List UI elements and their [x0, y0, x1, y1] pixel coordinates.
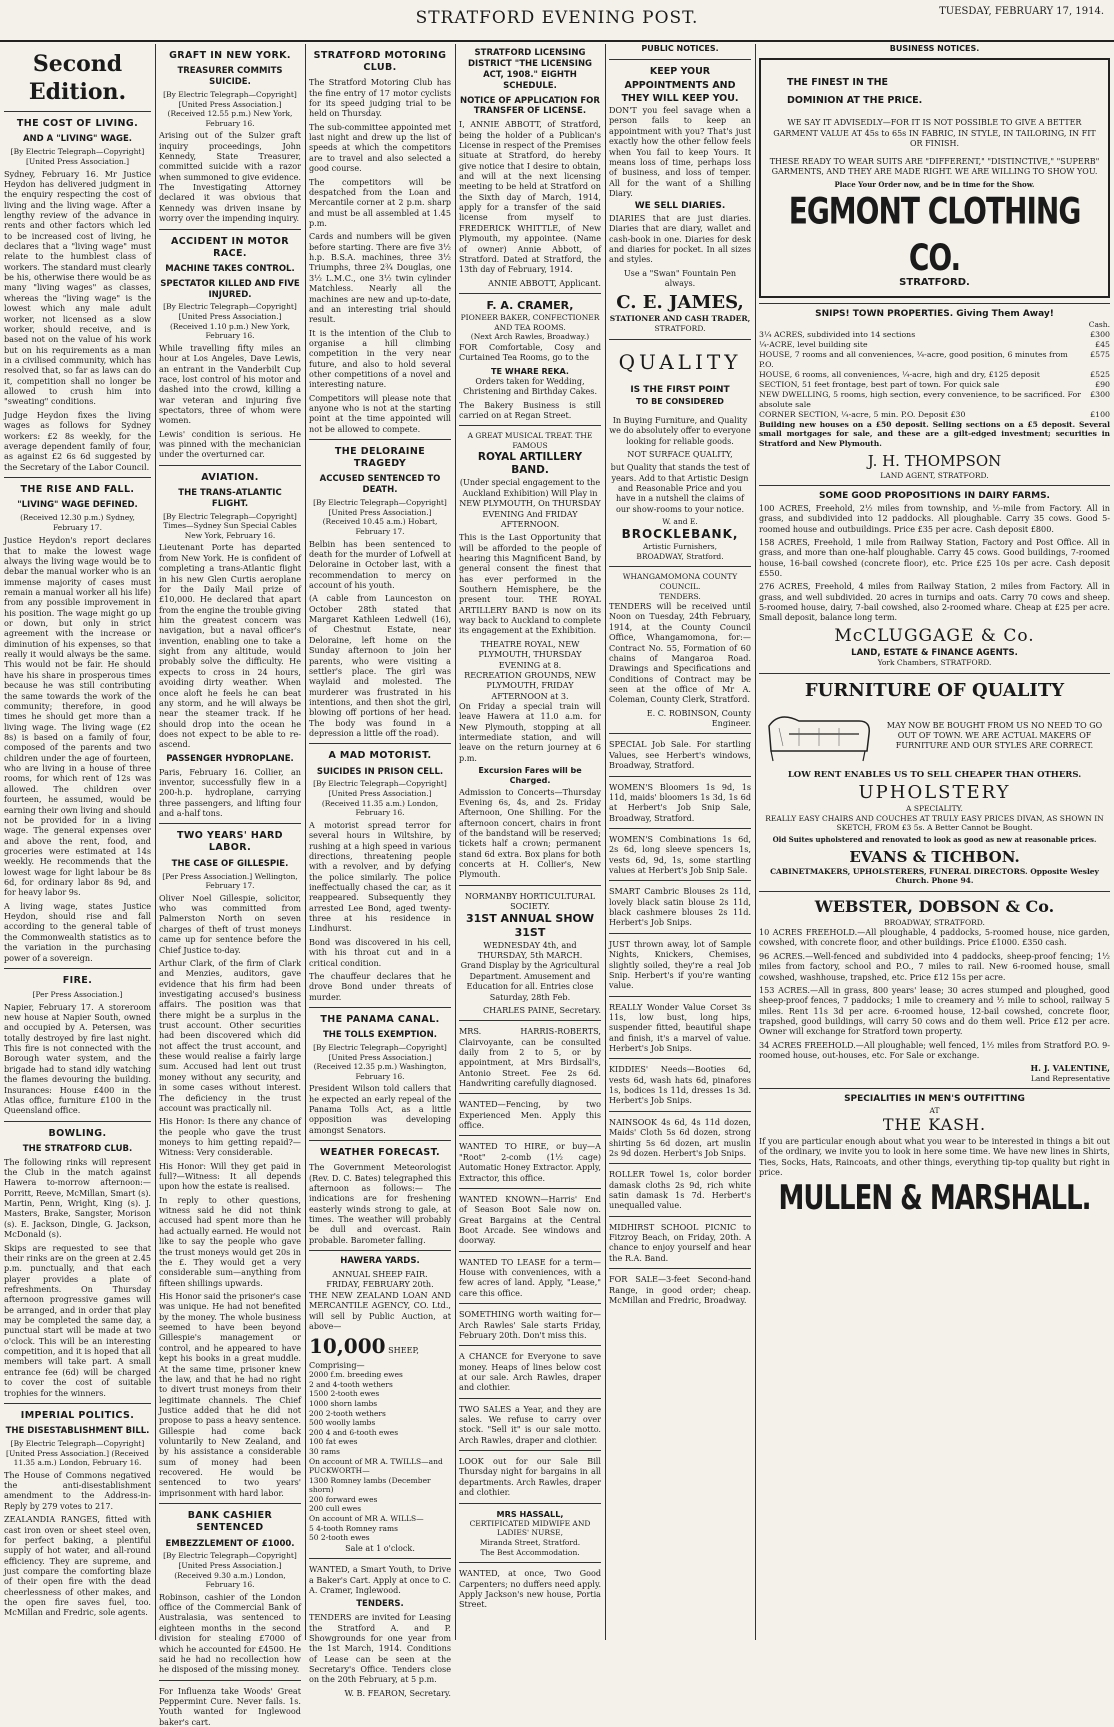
headline-rise-and-fall: THE RISE AND FALL. — [20, 483, 135, 495]
article-paragraph: His Honor said the prisoner's case was unique. He had not benefited by the money. The whole business seemed to have been beyond Gillespie's management or control, and he appeared to have kept his books in a great muddle. At the same time, prisoner knew the law, and that he had no right to divert trust moneys from their legitimate channels. The Chief Justice added that he did not propose to pass a heavy sentence. Gillespie had come back voluntarily to New Zealand, and by his assistance a considerable sum of money had been recovered. He would be sentenced to two years' imprisonment with hard labor. — [159, 1291, 301, 1498]
advertisement: In Buying Furniture, and Quality we do absolutely offer to everyone looking for reliable goods. — [609, 414, 751, 446]
advertisement: NOT SURFACE QUALITY, — [627, 449, 733, 460]
headline-weather: WEATHER FORECAST. — [319, 1147, 441, 1159]
headline-cost-of-living: THE COST OF LIVING. — [16, 118, 139, 130]
property-item — [759, 330, 1110, 340]
advertisement: REALLY EASY CHAIRS AND COUCHES AT TRULY EASY PRICES DIVAN, AS SHOWN IN SKETCH, FROM £3 5s. A Better Cannot be Bought. — [765, 813, 1104, 833]
sheep-list-item: 200 4 and 6-tooth ewes — [309, 1427, 399, 1437]
ad-heading: WE SELL DIARIES. — [634, 201, 726, 212]
classified-ad: JUST thrown away, lot of Sample Nights, Knickers, Chemises, slightly soiled, they're a real Job Snip. Herbert's if you're wanting value. — [609, 938, 751, 991]
subheadline: TREASURER COMMITS SUICIDE. — [177, 66, 283, 88]
section-heading: PUBLIC NOTICES. — [641, 44, 719, 53]
ad-subheading: WEDNESDAY 4th, and THURSDAY, 5th MARCH. — [477, 939, 583, 961]
article-paragraph: Arising out of the Sulzer graft inquiry proceedings, John Kennedy, State Treasurer, committed suicide with a razor when summoned to give evidence. The Investigating Attorney declared it was obvious that Kennedy was driven insane by worry over the impending inquiry. — [159, 130, 301, 224]
ad-subheading: FRIDAY, FEBRUARY 20th. — [326, 1279, 434, 1290]
classified-ad: NAINSOOK 4s 6d, 4s 11d dozen, Maids' Cloth 5s 6d dozen, strong shirting 5s 6d dozen, art muslin 2s 9d dozen. Herbert's Job Snips. — [609, 1116, 751, 1158]
ad-quality: QUALITY — [618, 349, 742, 374]
property-price: £575 — [1090, 349, 1110, 359]
classified-ad: WANTED—Fencing, by two Experienced Men. Apply this office. — [459, 1099, 601, 1131]
sheep-list-item: 1300 Romney lambs (December shorn) — [309, 1475, 431, 1495]
classified-ad: WANTED KNOWN—Harris' End of Season Boot Sale now on. Great Bargains at the Central Boot Arcade. See windows and doorway. — [459, 1193, 601, 1246]
subheadline: EMBEZZLEMENT OF £1000. — [165, 1538, 295, 1549]
sheep-list-item: On account of MR A. TWILLS—and PUCKWORTH— — [309, 1456, 443, 1476]
advertisement: ZEALANDIA RANGES, fitted with cast iron oven or sheet steel oven, for perfect baking, a plentiful supply of hot water, and all-round efficiency. They are supreme, and just compare the comforting blaze of their open fire with the dead cheerlessness of other makes, and the open fire saves fuel, too. McMillan and Fredric, sole agents. — [4, 1514, 151, 1618]
article-paragraph: Lewis' condition is serious. He was pinned with the mechanician under the overturned car. — [159, 428, 301, 460]
ad-subheading: PIONEER BAKER, CONFECTIONER AND TEA ROOMS. — [460, 313, 600, 332]
advertisement: Place Your Order now, and be in time for the Show. — [834, 179, 1035, 189]
ad-subheading: Land Representative — [1030, 1073, 1110, 1083]
classified-ad: WANTED TO LEASE for a term—House with conveniences, with a few acres of land. Apply, "Lease," care this office. — [459, 1256, 601, 1298]
property-price: £300 — [1090, 330, 1110, 340]
ad-subheading: STRATFORD. — [899, 277, 970, 289]
sheep-list-item: 2 and 4-tooth wethers — [309, 1379, 393, 1389]
article-paragraph: Cards and numbers will be given before starting. There are five 3½ h.p. B.S.A. machines, three 3½ Triumphs, three 2¾ Douglas, one 3½ L.M.C., one 3½ twin cylinder Matchless. Nearly all the machines are new and up-to-date, and an interesting trial should result. — [309, 231, 451, 325]
classified-ad: REALLY Wonder Value Corset 3s 11s, low bust, long hips, suspender fitted, beautiful shape and finish, it's a marvel of value. Herbert's Job Snips. — [609, 1001, 751, 1054]
notice-heading: STRATFORD LICENSING DISTRICT "THE LICENSING ACT, 1908." EIGHTH SCHEDULE. — [467, 48, 593, 91]
classified-ad: SOMETHING worth waiting for—Arch Rawles' Sale starts Friday, February 20th. Don't miss this. — [459, 1309, 601, 1340]
advertisement: LOW RENT ENABLES US TO SELL CHEAPER THAN OTHERS. — [787, 770, 1082, 781]
article-paragraph: A living wage, states Justice Heydon, should rise and fall according to the general table of the Commonwealth statistics as to the variation in the purchasing power of a sovereign. — [4, 900, 151, 963]
article-paragraph: Judge Heydon fixes the living wages as follows for Sydney workers: £2 8s weekly, for the average dependent family of four, as against £2 6s 6d suggested by the Secretary of the Labor Council. — [4, 409, 151, 472]
ad-subheading: CERTIFICATED MIDWIFE AND LADIES' NURSE, — [469, 1518, 591, 1538]
property-price: £90 — [1095, 379, 1110, 389]
classified-ad: WOMEN'S Combinations 1s 6d, 2s 6d, long sleeve spencers 1s, vests 6d, 9d, 1s, some startling values at Herbert's Job Snip Sale. — [609, 833, 751, 876]
farm-listing: 153 ACRES.—All in grass, 800 years' lease; 30 acres stumped and ploughed, good sheep-proof fences, 7 paddocks; 1 mile to creamery and ½ mile to school, railway 5 miles. Rent 11s 3d per acre. 6-roomed house, 12-bail cowshed, concrete floor, trapshed, good buildings, will carry 50 cows and do them well. Price £12 per acre. Owner will exchange for Stratford town property. — [759, 984, 1110, 1037]
ad-subheading: STRATFORD. — [654, 324, 706, 334]
ad-name-valentine: H. J. VALENTINE, — [1030, 1063, 1110, 1074]
advertisement: Use a "Swan" Fountain Pen always. — [623, 267, 737, 289]
column-1 — [4, 44, 151, 1640]
ad-name-brocklebank: BROCKLEBANK, — [621, 526, 739, 541]
article-paragraph: (A cable from Launceston on October 28th stated that Margaret Kathleen Ledwell (16), of Chestnut Estate, near Deloraine, left home on the Sunday afternoon to join her parents, who were visiting a settler's place. The girl was waylaid and molested. The murderer was frustrated in his intentions, and then shot the girl, blowing off portions of her head. The body was found in a depression a little off the road). — [309, 593, 451, 739]
section-heading: BUSINESS NOTICES. — [889, 44, 980, 53]
signature: E. C. ROBINSON, County Engineer. — [646, 707, 751, 729]
advertisement: (Under special engagement to the Auckland Exhibition) Will Play in NEW PLYMOUTH, On THURSDAY EVENING And FRIDAY AFTERNOON. — [459, 477, 601, 529]
column-4 — [459, 44, 601, 1640]
subheadline: PASSENGER HYDROPLANE. — [166, 753, 294, 764]
classified-ad: MRS. HARRIS-ROBERTS, Clairvoyante, can be consulted daily from 2 to 5, or by appointment, at Mrs Birdsall's, Antonio Street. Fee 2s 6d. Handwriting carefully diagnosed. — [459, 1026, 601, 1089]
article-paragraph: Justice Heydon's report declares that to make the lowest wage always the living wage would be to debar the manual worker who is an immense majority of cases must remain a manual worker all his life) from any possible improvement in his position. The wage might go up or down, but only in strict agreement with the increase or diminution of his expenses, so that really it would always be the same. This would not be fair. He should have his share in prosperous times because he was still contributing the same towards the work of the community; therefore, in good times he should get more than a living wage. The living wage (£2 8s) is based on a family of four, composed of the parents and two children under the age of fourteen, who are living in a house of three rooms, for which rent of 12s was allowed. The children over fourteen, he assumed, would be earning their own living and should not be provided for in a living wage. The general expenses over and above the rent, food, and groceries were estimated at 14s weekly. He recommends that the lowest wage for light labour be 8s 6d, for ordinary labor 8s 9d, and for heavy labor 9s. — [4, 535, 151, 898]
farm-listing: 96 ACRES.—Well-fenced and subdivided into 4 paddocks, sheep-proof fencing; 1½ miles from factory, school and P.O., 7 miles to rail. New 6-roomed house, small cowshed, washhouse, trapshed, etc. Price £12 15s per acre. — [759, 950, 1110, 982]
property-desc: SECTION, 51 feet frontage, best part of town. For quick sale — [759, 379, 1000, 389]
ad-subheading: CABINETMAKERS, UPHOLSTERERS, FUNERAL DIRECTORS. Opposite Wesley Church. Phone 94. — [770, 866, 1099, 886]
column-rule — [605, 44, 606, 1640]
sheep-list-item: 200 2-tooth wethers — [309, 1408, 386, 1418]
classified-ad: ROLLER Towel 1s, color border damask cloths 2s 9d, rich white satin damask 1s 7d. Herbert's unequalled value. — [609, 1169, 751, 1211]
classified-ad: KIDDIES' Needs—Booties 6d, vests 6d, wash hats 6d, pinafores 1s, bodices 1s 11d, dresses 1s 3d. Herbert's Job Snips. — [609, 1064, 751, 1106]
subheadline: THE TOLLS EXEMPTION. — [323, 1030, 437, 1041]
classified-ad: WANTED TO HIRE, or buy—A "Root" 2-comb (1½ cage) Automatic Honey Extractor. Apply, Extractor, this office. — [459, 1141, 601, 1183]
headline-panama: THE PANAMA CANAL. — [320, 1013, 440, 1025]
ad-name-mccluggage: McCLUGGAGE & Co. — [834, 625, 1035, 646]
advertisement: TENDERS are invited for Leasing the Stratford A. and P. Showgrounds for one year from the 1st March, 1914. Conditions of Lease can be seen at the Secretary's Office. Tenders close on the 20th February, at 5 p.m. — [309, 1612, 451, 1685]
property-price: £45 — [1095, 339, 1110, 349]
subheadline: THE TRANS-ATLANTIC FLIGHT. — [178, 487, 282, 509]
article-paragraph: The chauffeur declares that he drove Bond under threats of murder. — [309, 970, 451, 1002]
advertisement: Grand Display by the Agricultural Department. Amusement and Education for all. Entries close Saturday, 28th Feb. — [460, 960, 600, 1002]
subheadline: THE CASE OF GILLESPIE. — [171, 858, 289, 869]
headline-deloraine: THE DELORAINE TRAGEDY — [334, 446, 426, 470]
article-paragraph: Lieutenant Porte has departed from New York. He is confident of completing a trans-Atlantic flight in his new Glen Curtis aeroplane for the Daily Mail prize of £10,000. He declared that apart from the engine the trouble giving him the greatest concern was navigation, but a naval officer's invention, enabling one to take a sight from any altitude, would probably solve the difficulty. He expects to cross in 24 hours, avoiding dirty weather. When once aloft he feels he can beat any storm, and he will always be near the steamer track. If he should drop into the ocean he does not expect to be able to re-ascend. — [159, 542, 301, 750]
classified-ad: MIDHIRST SCHOOL PICNIC to Fitzroy Beach, on Friday, 20th. A chance to enjoy yourself and hear the R.A. Band. — [609, 1221, 751, 1263]
wire-credit: [By Electric Telegraph—Copyright] [United Press Association.] (Received 11.35 a.m.) London, February 16. — [313, 779, 447, 818]
headline-graft: GRAFT IN NEW YORK. — [169, 50, 291, 61]
notice-paragraph: TENDERS will be received until Noon on Tuesday, 24th February, 1914, at the County Council Office, Whangamomona, for:— Contract No. 55, Formation of 60 chains of Mangaroa Road. Drawings and Specifications and Conditions of Contract may be seen at the office of Mr A. Coleman, County Clerk, Stratford. — [609, 601, 751, 705]
article-paragraph: Competitors will please note that anyone who is not at the starting point at the time appointed will not be allowed to compete. — [309, 392, 451, 434]
advertisement: DIARIES that are just diaries. Diaries that are diary, wallet and cash-book in one. Diaries for desk and diaries for pocket. In all sizes and styles. — [609, 212, 751, 265]
article-paragraph: The Stratford Motoring Club has the fine entry of 17 motor cyclists for its speed judging trial to be held on Thursday. — [309, 77, 451, 119]
wire-credit: [By Electric Telegraph—Copyright] [United Press Association.] (Received 9.30 a.m.) London, February 16. — [163, 1551, 297, 1590]
ad-subheading: TO BE CONSIDERED — [636, 396, 724, 406]
article-paragraph: Oliver Noel Gillespie, solicitor, who was committed from Palmerston North on seven charges of theft of trust moneys came up for sentence before the Chief Justice to-day. — [159, 892, 301, 955]
ad-subheading: Artistic Furnishers, — [642, 542, 718, 552]
notice-subheading: TENDERS. — [659, 591, 701, 601]
classified-ad: SPECIAL Job Sale. For startling Values, see Herbert's windows, Broadway, Stratford. — [609, 739, 751, 771]
headline-bank-cashier: BANK CASHIER SENTENCED — [187, 1510, 273, 1534]
classified-ad: FOR SALE—3-feet Second-hand Range, in good order; cheap. McMillan and Fredric, Broadway. — [609, 1274, 751, 1305]
subheadline: THE STRATFORD CLUB. — [22, 1143, 133, 1154]
ad-subheading: STATIONER AND CASH TRADER, — [609, 314, 751, 324]
headline-aviation: AVIATION. — [201, 471, 259, 483]
ad-subheading: BROADWAY, STRATFORD. — [884, 917, 985, 927]
sheep-list-item: 500 woolly lambs — [309, 1418, 376, 1428]
ad-subheading: IS THE FIRST POINT — [630, 385, 730, 396]
sheep-list-item: On account of MR A. WILLS— — [309, 1514, 424, 1524]
wire-credit: [Per Press Association.] Wellington, February 17. — [162, 871, 298, 891]
property-desc: 3¼ ACRES, subdivided into 14 sections — [759, 330, 916, 340]
classified-ad: WANTED, at once, Two Good Carpenters; no duffers need apply. Apply Jackson's new house, Portia Street. — [459, 1568, 602, 1610]
ad-name-evans: EVANS & TICHBON. — [849, 847, 1020, 866]
signature: W. B. FEARON, Secretary. — [344, 1687, 451, 1698]
ad-heading: KEEP YOUR APPOINTMENTS AND THEY WILL KEEP YOU. — [621, 66, 739, 104]
advertisement: Building new houses on a £50 deposit. Selling sections on a £5 deposit. Several small mortgages for sale, and these are a gilt-edged investment; securities in Stratford and New Plymouth. — [759, 419, 1110, 448]
ad-name-james: C. E. JAMES, — [616, 292, 744, 314]
ad-name-webster: WEBSTER, DOBSON & Co. — [814, 897, 1055, 917]
classified-ad: TWO SALES a Year, and they are sales. We refuse to carry over stock. "Sell it" is our sale motto. Arch Rawles, draper and clothier. — [459, 1403, 601, 1445]
ad-name-thompson: J. H. THOMPSON — [867, 451, 1002, 470]
property-price: £300 — [1090, 389, 1110, 399]
advertisement: THE NEW ZEALAND LOAN AND MERCANTILE AGENCY, CO. Ltd., will sell by Public Auction, at above— — [309, 1289, 451, 1331]
cash-label: Cash. — [1088, 320, 1110, 330]
sheep-list-item: 1500 2-tooth ewes — [309, 1389, 380, 1399]
subheadline: SUICIDES IN PRISON CELL. — [316, 766, 444, 777]
property-desc: ¼-ACRE, level building site — [759, 339, 868, 349]
article-paragraph: While travelling fifty miles an hour at Los Angeles, Dave Lewis, an entrant in the Vanderbilt Cup race, lost control of his motor and dashed into the crowd, killing a war veteran and injuring five spectators, three of whom were women. — [159, 342, 301, 426]
farm-listing: 10 ACRES FREEHOLD.—All ploughable, 4 paddocks, 5-roomed house, nice garden, cowshed, with concrete floor, and other buildings. Price £1000. £350 cash. — [759, 927, 1110, 948]
ad-address: York Chambers, STRATFORD. — [877, 658, 992, 668]
ad-heading: SNIPS! TOWN PROPERTIES. Giving Them Away! — [815, 308, 1054, 319]
article-paragraph: The competitors will be despatched from the Loan and Mercantile corner at 2 p.m. sharp and must be all assembled at 1.45 p.m. — [309, 176, 451, 228]
ad-name-mullen: MULLEN & MARSHALL. — [778, 1179, 1091, 1219]
egmont-logo: EGMONT CLOTHING CO. — [788, 190, 1081, 280]
article-paragraph: His Honor: Is there any chance of the people who gave the trust moneys to him getting repaid?—Witness: Very considerable. — [159, 1116, 301, 1158]
ad-furniture-heading: FURNITURE OF QUALITY — [804, 679, 1065, 701]
advertisement: This is the Last Opportunity that will be afforded to the people of hearing this Magnificent Band, by general consent the finest that has ever performed in the Southern Hemisphere, be the present tour. THE ROYAL ARTILLERY BAND is now on its way back to Auckland to complete its engagement at the Exhibition. — [459, 532, 601, 636]
advertisement: FOR Comfortable, Cosy and Curtained Tea Rooms, go to the — [459, 341, 601, 363]
article-paragraph: The sub-committee appointed met last night and drew up the list of speeds at which the competitors are to travel and also selected a good course. — [309, 121, 451, 174]
advertisement: For Influenza take Woods' Great Peppermint Cure. Never fails. 1s. Youth wanted for Inglewood baker's cart. — [159, 1685, 301, 1727]
newspaper-title: STRATFORD EVENING POST. — [415, 8, 699, 28]
advertisement: On Friday a special train will leave Hawera at 11.0 a.m. for New Plymouth, stopping at all intermediate station, and will leave on the return journey at 6 p.m. — [459, 700, 601, 763]
classified-ad: A CHANCE for Everyone to save money. Heaps of lines below cost at our sale. Arch Rawles, draper and clothier. — [459, 1351, 601, 1393]
farm-listing: 100 ACRES, Freehold, 2½ miles from township, and ½-mile from Factory. All in grass, and subdivided into 12 paddocks. All ploughable. Carry 35 cows. Good 5-roomed house and outbuildings. Price £35 per acre. Cash deposit £800. — [759, 502, 1110, 534]
property-price: £525 — [1090, 369, 1110, 379]
ad-subheading: AT — [929, 1105, 940, 1115]
column-3 — [309, 44, 451, 1698]
headline-bowling: BOWLING. — [48, 1127, 107, 1139]
ad-address: Miranda Street, Stratford. — [479, 1538, 581, 1548]
sheep-list-item: 50 2-tooth ewes — [309, 1533, 370, 1543]
ad-address: (Next Arch Rawles, Broadway.) — [470, 332, 590, 342]
property-item — [759, 380, 1110, 390]
sheep-list-item: 30 rams — [309, 1446, 340, 1456]
sheep-label: SHEEP, Comprising— — [309, 1345, 419, 1370]
advertisement: Admission to Concerts—Thursday Evening 6s, 4s, and 2s. Friday Afternoon, One Shilling. For the afternoon concert, chairs in front of the bandstand will be reserved; tickets half a crown; permanent stand 6d extra. Box plans for both concerts at H. Collier's, New Plymouth. — [459, 786, 601, 880]
ad-subheading: LAND AGENT, STRATFORD. — [880, 470, 989, 480]
subheadline: AND A "LIVING" WAGE. — [22, 134, 133, 145]
column-rule — [155, 44, 156, 1640]
ad-subheading: A GREAT MUSICAL TREAT. THE FAMOUS — [467, 431, 593, 450]
advertisement: The Bakery Business is still carried on at Regan Street. — [459, 399, 601, 421]
farm-listing: 34 ACRES FREEHOLD.—All ploughable; well fenced, 1½ miles from Stratford P.O. 9-roomed house, out-houses, etc. For Sale or exchange. — [759, 1039, 1110, 1061]
wire-credit: [By Electric Telegraph—Copyright] [United Press Association.] (Received 11.35 a.m.) London, February 16. — [6, 1438, 149, 1468]
article-paragraph: A motorist spread terror for several hours in Wiltshire, by rushing at a high speed in various directions, threatening people with a revolver, and by defying the police similarly. The police ineffectually chased the car, as it reappeared. Subsequently they arrested Lee Bond, aged twenty-three at his residence in Lindhurst. — [309, 819, 451, 934]
farm-listing: 276 ACRES, Freehold, 4 miles from Railway Station, 2 miles from Factory. All in grass, and well subdivided. 20 acres in turnips and oats. Carry 70 cows and sheep. 5-roomed house, dairy, 7-bail cowshed, also 2-roomed whare. Cheap at £25 per acre. Small deposit, balance long term. — [759, 581, 1110, 623]
advertisement: MAY NOW BE BOUGHT FROM US NO NEED TO GO OUT OF TOWN. WE ARE ACTUAL MAKERS OF FURNITURE AND OUR STYLES ARE CORRECT. — [886, 720, 1103, 751]
sheep-list-item: 1000 shorn lambs — [309, 1398, 378, 1408]
subheadline: SPECTATOR KILLED AND FIVE INJURED. — [160, 278, 300, 300]
article-paragraph: Bond was discovered in his cell, with his throat cut and in a critical condition. — [309, 936, 451, 968]
property-item — [759, 390, 1110, 410]
ad-subheading: THEATRE ROYAL, NEW PLYMOUTH, THURSDAY EVENING at 8. — [478, 638, 582, 670]
ad-subheading: W. and E. — [662, 517, 698, 527]
article-paragraph: Sydney, February 16. Mr Justice Heydon has delivered judgment in the enquiry respecting the cost of living and the living wage. After a lengthy review of the advance in rents and other factors which led to be increased cost of living, he declares that a "living wage" must relate to the humblest class of workers. The standard must clearly be his, otherwise there would be as many "living wages" as classes, whereas the "living wage" is the lowest which any male adult worker, not licensed as a slow worker, should receive, and is based not on the value of his work but on his requirements as a man in a civilised community, which has resolved that, so far as laws can do it, competition shall no longer be allowed to crush him into "sweating" conditions. — [4, 168, 151, 407]
wire-credit: [By Electric Telegraph—Copyright] [United Press Association.] (Received 12.55 p.m.) New York, February 16. — [163, 89, 297, 128]
ad-subheading: A SPECIALITY. — [906, 803, 963, 813]
article-paragraph: Skips are requested to see that their rinks are on the green at 2.45 p.m. punctually, and that each player provides a plate of refreshments. On Thursday afternoon progressive games will be arranged, and in order that play may be completed the same day, a punctual start will be made at two o'clock. This will be an interesting competition, and it is hoped that all members will take part. A small entrance fee (6d) will be charged to cover the cost of suitable trophies for the winners. — [4, 1242, 151, 1398]
wire-credit: [By Electric Telegraph—Copyright] [United Press Association.] (Received 1.10 p.m.) New York, February 16. — [163, 302, 297, 341]
sheep-list-item: 2000 f.m. breeding ewes — [309, 1370, 403, 1380]
advertisement: but Quality that stands the test of years. Add to that Artistic Design and Reasonable Price and you have in a nutshell the claims of our show-rooms to your notice. — [610, 462, 750, 514]
article-paragraph: The House of Commons negatived the anti-disestablishment amendment to the Address-in-Reply by 279 votes to 217. — [4, 1469, 151, 1511]
property-desc: HOUSE, 7 rooms and all conveniences, ¼-acre, good position, 6 minutes from P.O. — [759, 349, 1068, 369]
column-6 — [759, 44, 1110, 1640]
article-paragraph: His Honor: Will they get paid in full?—Witness: It all depends upon how the estate is realised. — [159, 1160, 301, 1192]
ad-subheading: LAND, ESTATE & FINANCE AGENTS. — [851, 647, 1018, 658]
wire-credit: [By Electric Telegraph—Copyright] [United Press Association.] (Received 10.45 a.m.) Hobart, February 17. — [313, 498, 447, 537]
ad-name: TE WHARE REKA. — [491, 365, 569, 376]
advertisement: DON'T you feel savage when a person fails to keep an appointment with you? That's just exactly how the other fellow feels when You fail to keep Yours. It means loss of time, perhaps loss of business, and loss of temper. All for the want of a Shilling Diary. — [609, 105, 751, 198]
classified-ad: SMART Cambric Blouses 2s 11d, lovely black satin blouse 2s 11d, black cashmere blouses 2s 11d. Herbert's Job Snips. — [609, 886, 751, 928]
property-desc: CORNER SECTION, ¼-acre, 5 min. P.O. Deposit £30 — [759, 409, 966, 419]
sofa-illustration-icon — [759, 706, 879, 766]
ad-subheading: BROADWAY, Stratford. — [636, 551, 724, 561]
subheadline: MACHINE TAKES CONTROL. — [165, 263, 295, 274]
masthead — [0, 0, 1114, 42]
ad-heading: SPECIALITIES IN MEN'S OUTFITTING — [844, 1094, 1025, 1105]
farm-listing: 158 ACRES, Freehold, 1 mile from Railway Station, Factory and Post Office. All in grass, and more than one-half ploughable. Carry 45 cows. Good buildings, 7-roomed house, 16-bail cowshed (concrete floor), etc. Price £25 10s per acre. Cash deposit £550. — [759, 536, 1110, 578]
classified-ad: WOMEN'S Bloomers 1s 9d, 1s 11d, maids' bloomers 1s 3d, 1s 6d at Herbert's Job Snip Sale, Broadway, Stratford. — [609, 781, 751, 823]
ad-subheading: Excursion Fares will be Charged. — [478, 766, 582, 786]
signature: ANNIE ABBOTT, Applicant. — [488, 277, 601, 288]
property-desc: NEW DWELLING, 5 rooms, high section, every convenience, to be sacrificed. For absolute sale — [759, 389, 1081, 409]
article-paragraph: President Wilson told callers that he expected an early repeal of the Panama Tolls Act, as a little opposition was developing amongst Senators. — [309, 1083, 451, 1135]
property-item — [759, 350, 1110, 370]
notice-paragraph: I, ANNIE ABBOTT, of Stratford, being the holder of a Publican's License in respect of the Premises situate at Stratford, do hereby give notice that I desire to obtain, and will at the next licensing meeting to be held at Stratford on the Sixth day of March, 1914, apply for a transfer of the said license from myself to FREDERICK WHITTLE, of New Plymouth, my appointee. (Name of owner) Annie Abbott, of Stratford. Dated at Stratford, the 13th day of February, 1914. — [459, 119, 601, 275]
article-paragraph: Paris, February 16. Collier, an inventor, successfully flew in a 200-h.p. hydroplane, carrying three passengers, and lifting four and a-half tons. — [159, 766, 301, 818]
ad-heading: HAWERA YARDS. — [340, 1256, 420, 1267]
article-paragraph: The following rinks will represent the Club in the match against Hawera to-morrow afternoon:— Porritt, Reeve, McMillan, Smart (s). Martin, Penn, Wright, King (s). J. Masters, Brake, Sangster, Morison (s). E. Jackson, Dingle, G. Jackson, McDonald (s). — [4, 1156, 151, 1240]
classified-ad: LOOK out for our Sale Bill Thursday night for bargains in all departments. Arch Rawles, draper and clothier. — [459, 1456, 601, 1498]
article-paragraph: In reply to other questions, witness said he did not think accused had spent more than he had actually earned. He would not like to say the people who gave the trust moneys would get 20s in the £. They would get a very considerable sum—anything from fifteen shillings upwards. — [159, 1194, 301, 1288]
wire-credit: [By Electric Telegraph—Copyright] [United Press Association.] (Received 12.35 p.m.) Washington, February 16. — [313, 1042, 447, 1081]
article-paragraph: Belbin has been sentenced to death for the murder of Lofwell at Deloraine in October last, with a recommendation to mercy on account of his youth. — [309, 538, 451, 591]
ad-subheading: RECREATION GROUNDS, NEW PLYMOUTH, FRIDAY AFTERNOON at 3. — [464, 669, 596, 701]
sheep-list-item: 5 4-tooth Romney rams — [309, 1523, 398, 1533]
sheep-list-item: 200 forward ewes — [309, 1494, 378, 1504]
ad-subheading: ANNUAL SHEEP FAIR. — [332, 1269, 428, 1280]
ad-subheading: NORMANBY HORTICULTURAL SOCIETY. — [464, 890, 596, 912]
headline-imperial-politics: IMPERIAL POLITICS. — [20, 1409, 135, 1421]
article-paragraph: Robinson, cashier of the London office of the Commercial Bank of Australasia, was sentenced to eighteen months in the second division for stealing £7000 of which he accounted for £4500. He said he had no recollection how he disposed of the missing money. — [159, 1591, 301, 1675]
sale-time: Sale at 1 o'clock. — [345, 1542, 415, 1553]
egmont-ad — [759, 58, 1110, 298]
ad-name: MRS HASSALL, — [496, 1508, 564, 1519]
column-rule — [755, 44, 756, 1640]
issue-date: TUESDAY, FEBRUARY 17, 1914. — [939, 6, 1104, 17]
advertisement: If you are particular enough about what you wear to be interested in things a bit out of the ordinary, we invite you to look in here some time. We have new lines in Shirts, Ties, Socks, Hats, Raincoats, and other things, everything tip-top quality but right in price. — [759, 1135, 1110, 1178]
edition-banner: Second Edition. — [28, 51, 127, 106]
ad-heading: SOME GOOD PROPOSITIONS IN DAIRY FARMS. — [819, 491, 1050, 502]
notice-heading: WHANGAMOMONA COUNTY COUNCIL. — [622, 572, 738, 591]
column-2 — [159, 44, 301, 1727]
article-paragraph: The Government Meteorologist (Rev. D. C. Bates) telegraphed this afternoon as follows:— The indications are for freshening easterly winds strong to gale, at times. The weather will probably be dull and overcast. Rain probable. Barometer falling. — [309, 1162, 451, 1245]
column-5 — [609, 44, 751, 1640]
advertisement: Orders taken for Wedding, Christening and Birthday Cakes. — [462, 375, 598, 397]
article-paragraph: It is the intention of the Club to organise a hill climbing competition in the very near future, and also to hold several other competitions of a novel and interesting nature. — [309, 327, 451, 390]
subheadline: ACCUSED SENTENCED TO DEATH. — [319, 474, 441, 496]
property-price: £100 — [1090, 409, 1110, 419]
property-item — [759, 410, 1110, 420]
ad-subheading: The Best Accommodation. — [480, 1547, 580, 1557]
headline-motor-race: ACCIDENT IN MOTOR RACE. — [171, 235, 289, 259]
ad-heading: TENDERS. — [356, 1599, 404, 1610]
property-desc: HOUSE, 6 rooms, all conveniences, ¼-acre, high and dry, £125 deposit — [759, 369, 1040, 379]
ad-name: 31ST ANNUAL SHOW 31ST — [465, 911, 595, 939]
property-item — [759, 340, 1110, 350]
advertisement: WE SAY IT ADVISEDLY—FOR IT IS NOT POSSIBLE TO GIVE A BETTER GARMENT VALUE AT 45s to 65s IN FABRIC, IN STYLE, IN TAILORING, IN FIT OR FINISH. — [773, 118, 1096, 148]
headline-motoring-club: STRATFORD MOTORING CLUB. — [313, 50, 447, 74]
ad-upholstery-heading: UPHOLSTERY — [858, 781, 1011, 803]
subheadline: THE DISESTABLISHMENT BILL. — [5, 1426, 150, 1437]
headline-hard-labor: TWO YEARS' HARD LABOR. — [177, 830, 283, 854]
sheep-count: 10,000 — [309, 1334, 386, 1359]
property-list — [759, 330, 1110, 420]
subheadline: "LIVING" WAGE DEFINED. — [17, 500, 138, 511]
property-item — [759, 370, 1110, 380]
notice-subheading: NOTICE OF APPLICATION FOR TRANSFER OF LICENSE. — [460, 95, 600, 117]
ad-name: F. A. CRAMER, — [486, 299, 574, 312]
headline-fire: FIRE. — [62, 974, 93, 986]
column-rule — [305, 44, 306, 1640]
dateline: (Received 12.30 p.m.) Sydney, February 17. — [20, 512, 135, 532]
sheep-list-item: 200 cull ewes — [309, 1504, 362, 1514]
wire-credit: [Per Press Association.] — [32, 990, 123, 1000]
article-paragraph: Arthur Clark, of the firm of Clark and Menzies, auditors, gave evidence that his firm had been investigating accused's business affairs. The position was that there might be a surplus in the trust account. Other securities had been discovered which did not affect the trust account, and these would realise a fairly large sum. Accused had lent out trust money without any security, and in some cases without interest. The deficiency in the trust account was practically nil. — [159, 957, 301, 1113]
advertisement: Old Suites upholstered and renovated to look as good as new at reasonable prices. — [772, 834, 1097, 844]
column-rule — [455, 44, 456, 1640]
ad-heading: THE FINEST IN THE DOMINION AT THE PRICE. — [787, 77, 923, 107]
advertisement: THESE READY TO WEAR SUITS ARE "DIFFERENT," "DISTINCTIVE," "SUPERB" GARMENTS, AND THEY ARE MADE RIGHT. WE ARE WILLING TO SHOW YOU. — [769, 157, 1100, 177]
advertisement: WANTED, a Smart Youth, to Drive a Baker's Cart. Apply at once to C. A. Cramer, Inglewood. — [309, 1564, 451, 1595]
ad-name: ROYAL ARTILLERY BAND. — [477, 450, 583, 476]
headline-mad-motorist: A MAD MOTORIST. — [328, 750, 432, 762]
article-paragraph: Napier, February 17. A storeroom new house at Napier South, owned and occupied by A. Petersen, was totally destroyed by fire last night. This fire is not connected with the Borough water system, and the brigade had to stand idly watching the flames devouring the building. Insurances: House £400 in the Atlas office, furniture £100 in the Queensland office. — [4, 1001, 151, 1116]
ad-name-kash: THE KASH. — [882, 1115, 987, 1135]
signature: CHARLES PAINE, Secretary. — [482, 1004, 601, 1015]
wire-credit: [By Electric Telegraph—Copyright] [United Press Association.] — [10, 147, 145, 166]
sheep-list-item: 100 fat ewes — [309, 1437, 358, 1447]
sheep-list — [309, 1370, 451, 1543]
wire-credit: [By Electric Telegraph—Copyright] Times—Sydney Sun Special Cables New York, February 16. — [163, 511, 297, 540]
furniture-ad — [759, 702, 1110, 770]
